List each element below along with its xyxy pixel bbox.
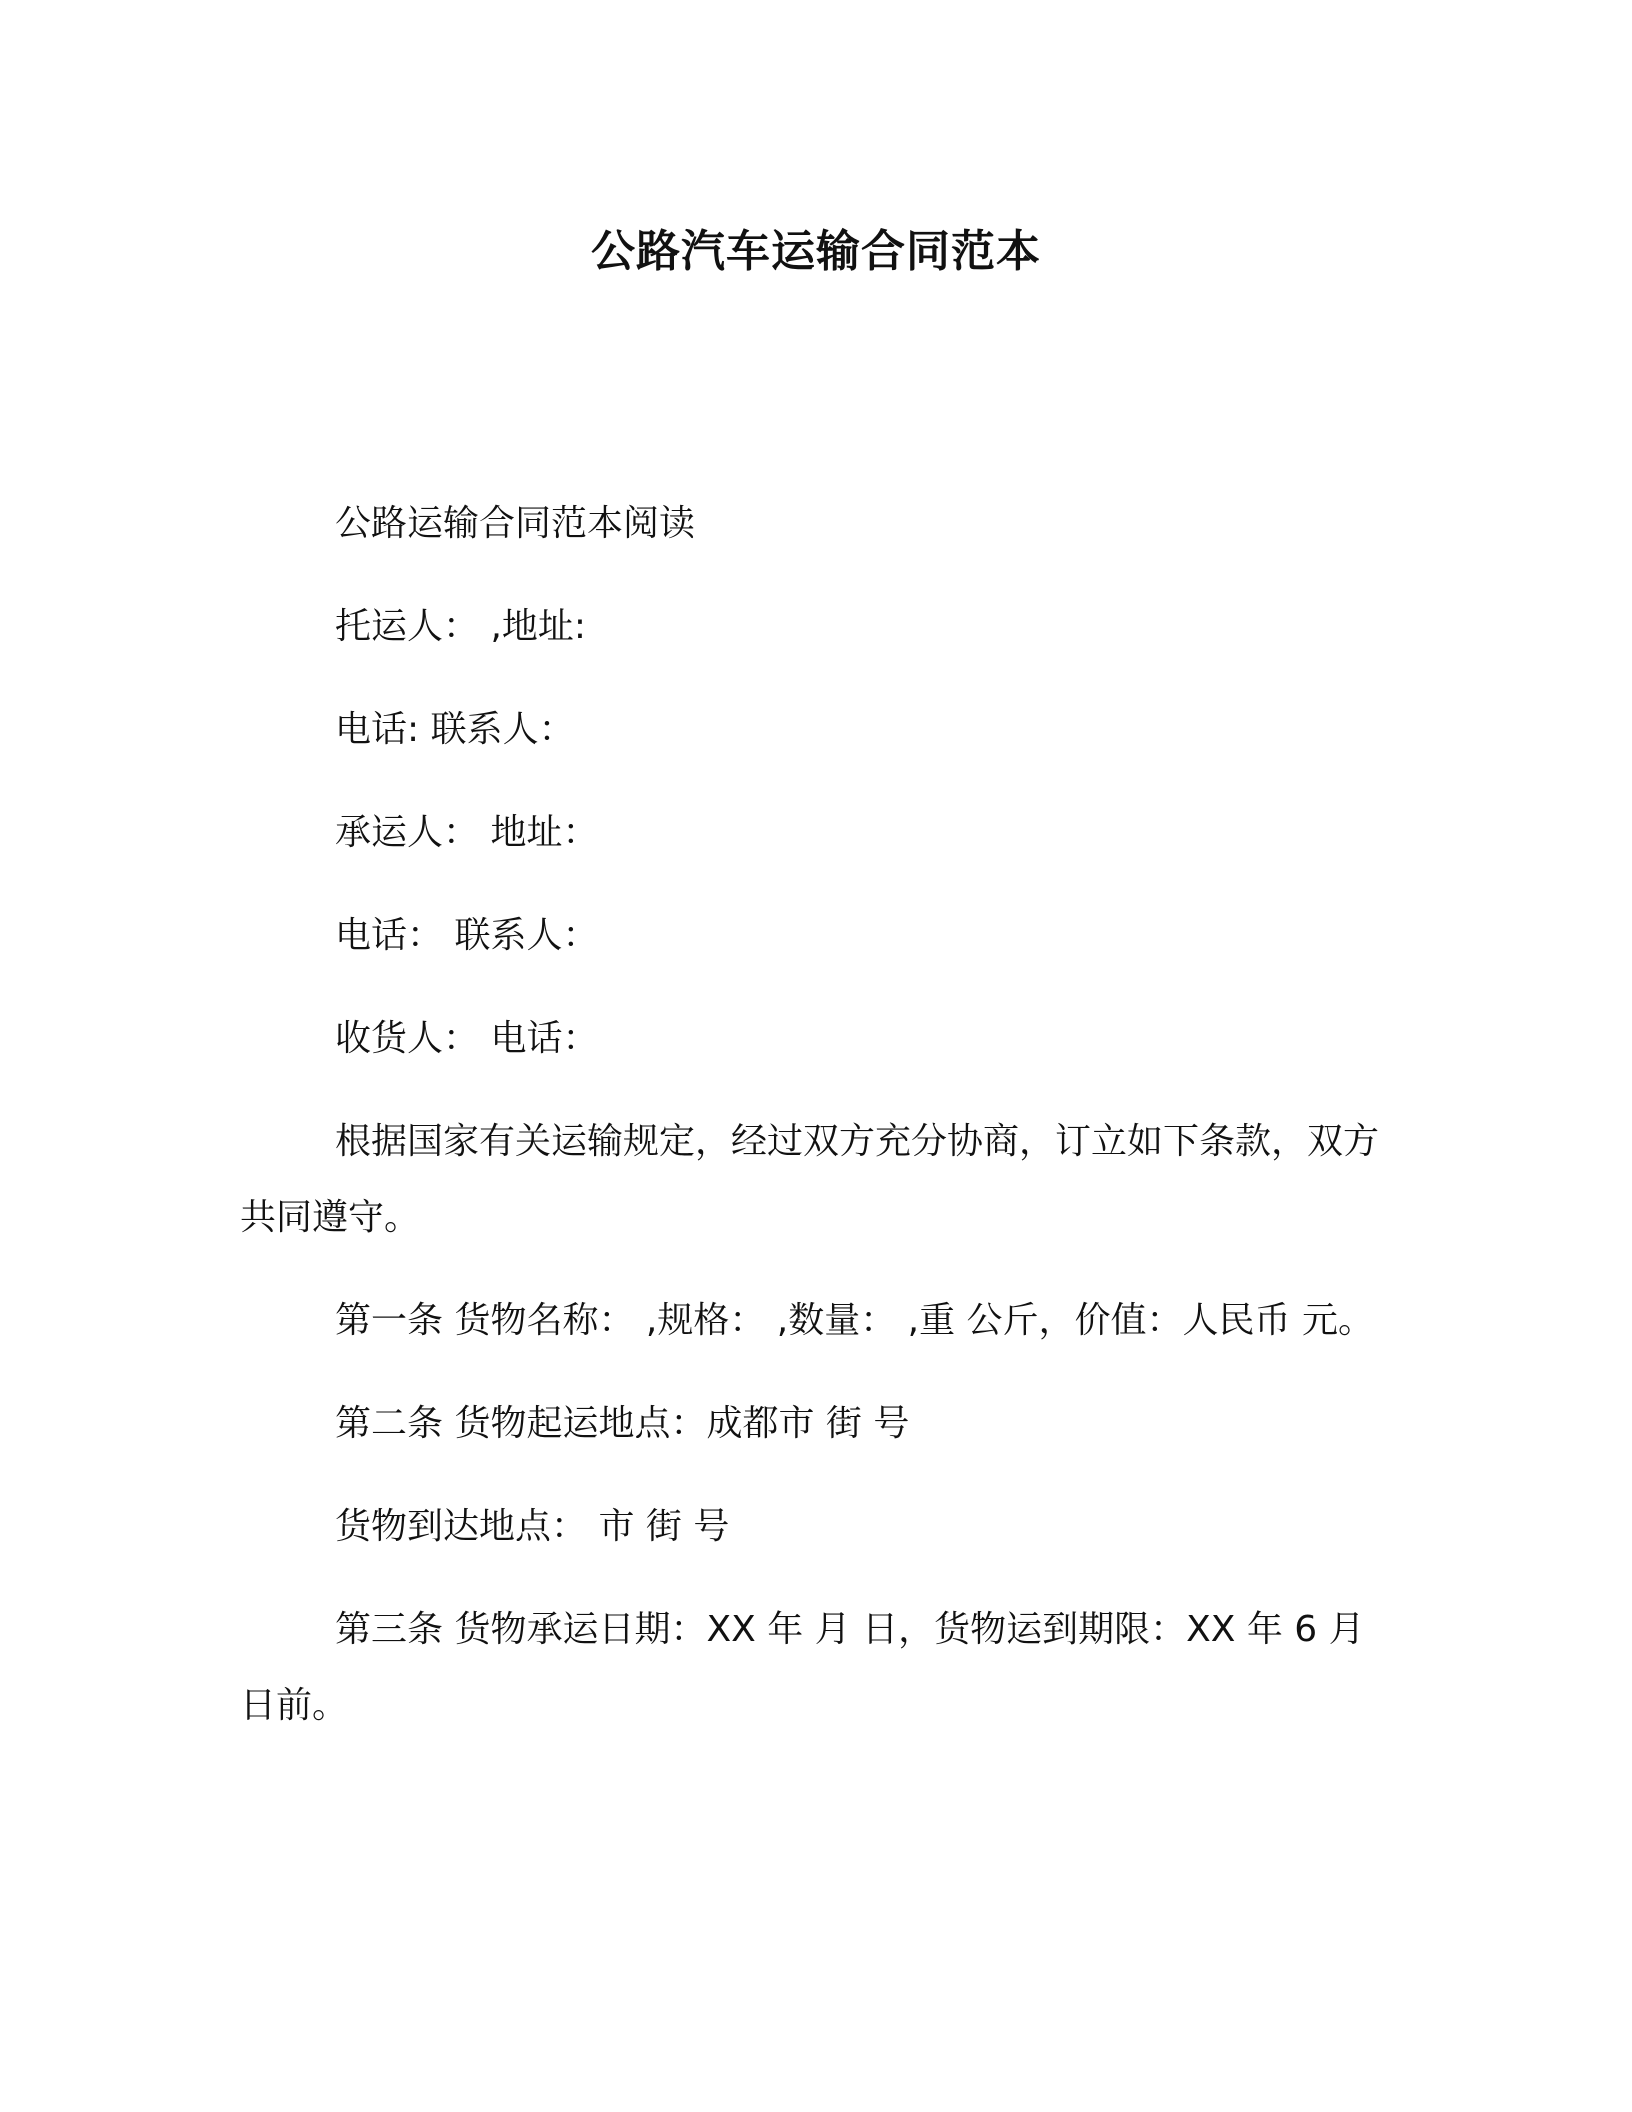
paragraph-carrier: 承运人： 地址： — [335, 812, 599, 853]
paragraph-article-3: 第三条 货物承运日期：XX 年 月 日，货物运到期限：XX 年 6 月日前。 — [240, 1609, 1365, 1726]
paragraph-article-1: 第一条 货物名称： ,规格： ,数量： ,重 公斤，价值：人民币 元。 — [335, 1300, 1374, 1341]
paragraph-carrier-phone: 电话： 联系人： — [335, 915, 599, 956]
paragraph-shipper: 托运人： ,地址: — [335, 606, 587, 647]
paragraph-consignee: 收货人： 电话： — [335, 1018, 599, 1059]
paragraph-shipper-phone: 电话: 联系人： — [335, 709, 575, 750]
paragraph-destination: 货物到达地点： 市 街 号 — [335, 1506, 730, 1547]
paragraph-subtitle: 公路运输合同范本阅读 — [335, 503, 696, 544]
paragraph-article-2: 第二条 货物起运地点：成都市 街 号 — [335, 1403, 910, 1444]
document-title: 公路汽车运输合同范本 — [591, 226, 1041, 277]
paragraph-preamble: 根据国家有关运输规定，经过双方充分协商，订立如下条款，双方共同遵守。 — [240, 1121, 1380, 1238]
